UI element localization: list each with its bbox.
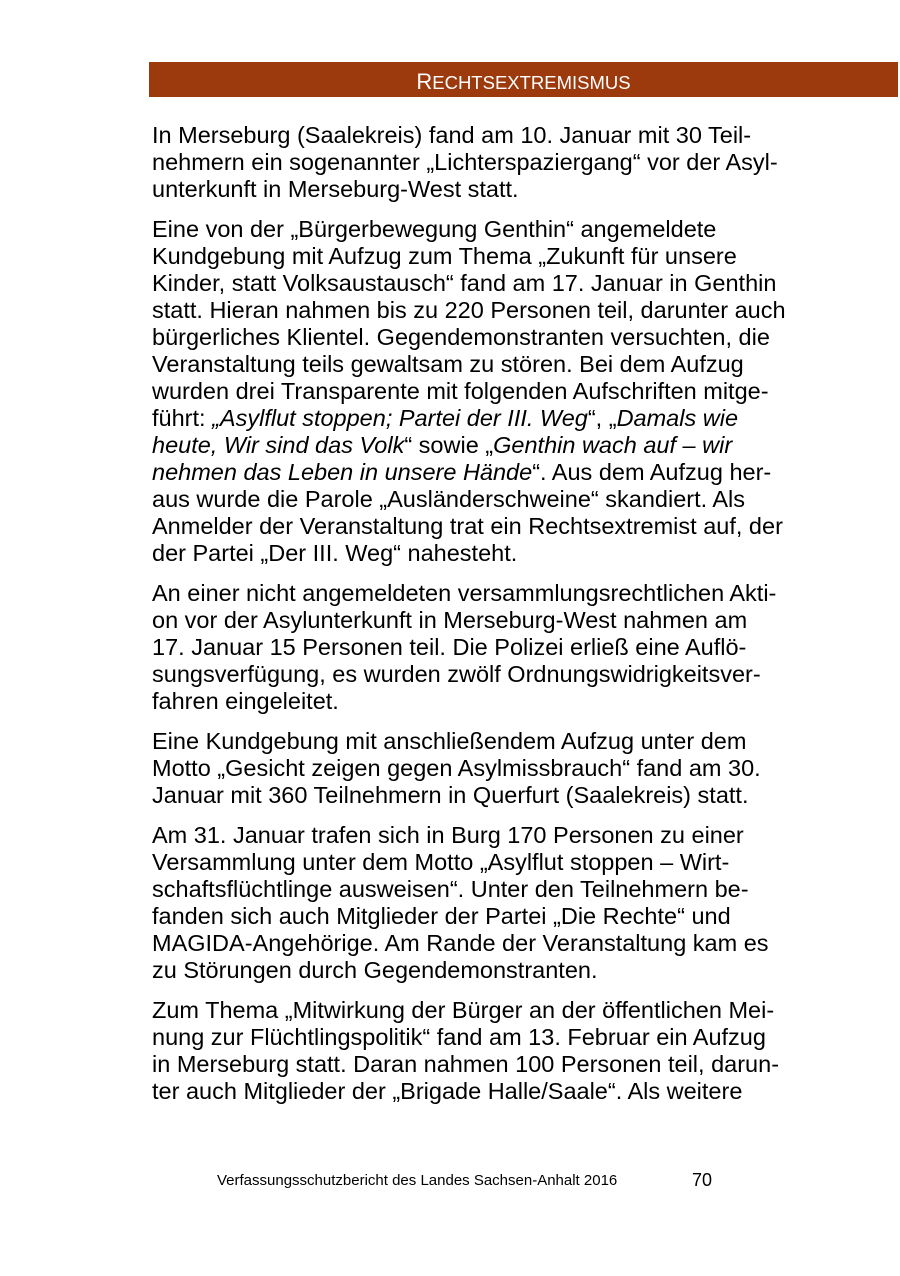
text-line: Anmelder der Veranstaltung trat ein Rechtsextremist auf, der xyxy=(152,513,783,539)
text-line: fanden sich auch Mitglieder der Partei „Die Rechte“ und xyxy=(152,903,731,929)
text-line: unterkunft in Merseburg-West statt. xyxy=(152,176,519,202)
text-line: Versammlung unter dem Motto „Asylflut stoppen – Wirt- xyxy=(152,849,730,875)
text-line: Zum Thema „Mitwirkung der Bürger an der öffentlichen Mei- xyxy=(152,997,775,1023)
text-line: der Partei „Der III. Weg“ nahesteht. xyxy=(152,540,518,566)
page-number: 70 xyxy=(692,1170,713,1190)
text-line: Kundgebung mit Aufzug zum Thema „Zukunft für unsere xyxy=(152,243,737,269)
text-line: Eine Kundgebung mit anschließendem Aufzug unter dem xyxy=(152,728,747,754)
text-line: in Merseburg statt. Daran nahmen 100 Personen teil, darun- xyxy=(152,1051,780,1077)
text-line: wurden drei Transparente mit folgenden Aufschriften mitge- xyxy=(152,378,769,404)
text-segment: “. Aus dem Aufzug her- xyxy=(532,459,772,485)
text-line: MAGIDA-Angehörige. Am Rande der Veranstaltung kam es xyxy=(152,930,769,956)
italic-quote-text: „Asylflut stoppen; Partei der III. Weg xyxy=(212,405,588,431)
paragraph xyxy=(152,122,852,203)
text-line: An einer nicht angemeldeten versammlungsrechtlichen Akti- xyxy=(152,580,777,606)
text-line: nung zur Flüchtlingspolitik“ fand am 13. Februar ein Aufzug xyxy=(152,1024,766,1050)
section-header-bar xyxy=(149,62,898,97)
paragraph xyxy=(152,822,852,984)
paragraph xyxy=(152,580,852,715)
text-line: fahren eingeleitet. xyxy=(152,688,339,714)
text-line: In Merseburg (Saalekreis) fand am 10. Januar mit 30 Teil- xyxy=(152,122,752,148)
text-line: aus wurde die Parole „Ausländerschweine“ skandiert. Als xyxy=(152,486,746,512)
text-line: 17. Januar 15 Personen teil. Die Polizei erließ eine Auflö- xyxy=(152,634,747,660)
section-title: RECHTSEXTREMISMUS xyxy=(416,69,631,94)
text-line: statt. Hieran nahmen bis zu 220 Personen teil, darunter auch xyxy=(152,297,786,323)
text-line: Eine von der „Bürgerbewegung Genthin“ angemeldete xyxy=(152,216,717,242)
italic-quote-text: heute, Wir sind das Volk xyxy=(152,432,405,458)
body-text xyxy=(152,122,852,1118)
text-segment: führt: xyxy=(152,405,213,431)
text-line: zu Störungen durch Gegendemonstranten. xyxy=(152,957,598,983)
text-segment: “ sowie „ xyxy=(404,432,494,458)
text-line: nehmern ein sogenannter „Lichterspaziergang“ vor der Asyl- xyxy=(152,149,778,175)
text-segment: “, „ xyxy=(587,405,617,431)
text-line: schaftsflüchtlinge ausweisen“. Unter den Teilnehmern be- xyxy=(152,876,749,902)
footer-publication-title: Verfassungsschutzbericht des Landes Sachsen-Anhalt 2016 xyxy=(217,1172,618,1189)
text-line: Am 31. Januar trafen sich in Burg 170 Personen zu einer xyxy=(152,822,744,848)
paragraph xyxy=(152,216,852,567)
text-line xyxy=(152,459,852,486)
paragraph xyxy=(152,728,852,809)
text-line: bürgerliches Klientel. Gegendemonstranten versuchten, die xyxy=(152,324,770,350)
text-line: Januar mit 360 Teilnehmern in Querfurt (Saalekreis) statt. xyxy=(152,782,749,808)
text-line xyxy=(152,405,852,432)
text-line: Veranstaltung teils gewaltsam zu stören. Bei dem Aufzug xyxy=(152,351,744,377)
text-line: Kinder, statt Volksaustausch“ fand am 17. Januar in Genthin xyxy=(152,270,777,296)
text-line xyxy=(152,432,852,459)
text-line: sungsverfügung, es wurden zwölf Ordnungswidrigkeitsver- xyxy=(152,661,761,687)
italic-quote-text: nehmen das Leben in unsere Hände xyxy=(152,459,533,485)
italic-quote-text: Genthin wach auf – wir xyxy=(493,432,733,458)
italic-quote-text: Damals wie xyxy=(616,405,739,431)
text-line: ter auch Mitglieder der „Brigade Halle/Saale“. Als weitere xyxy=(152,1078,743,1104)
text-line: on vor der Asylunterkunft in Merseburg-West nahmen am xyxy=(152,607,748,633)
text-line: Motto „Gesicht zeigen gegen Asylmissbrauch“ fand am 30. xyxy=(152,755,761,781)
paragraph xyxy=(152,997,852,1105)
